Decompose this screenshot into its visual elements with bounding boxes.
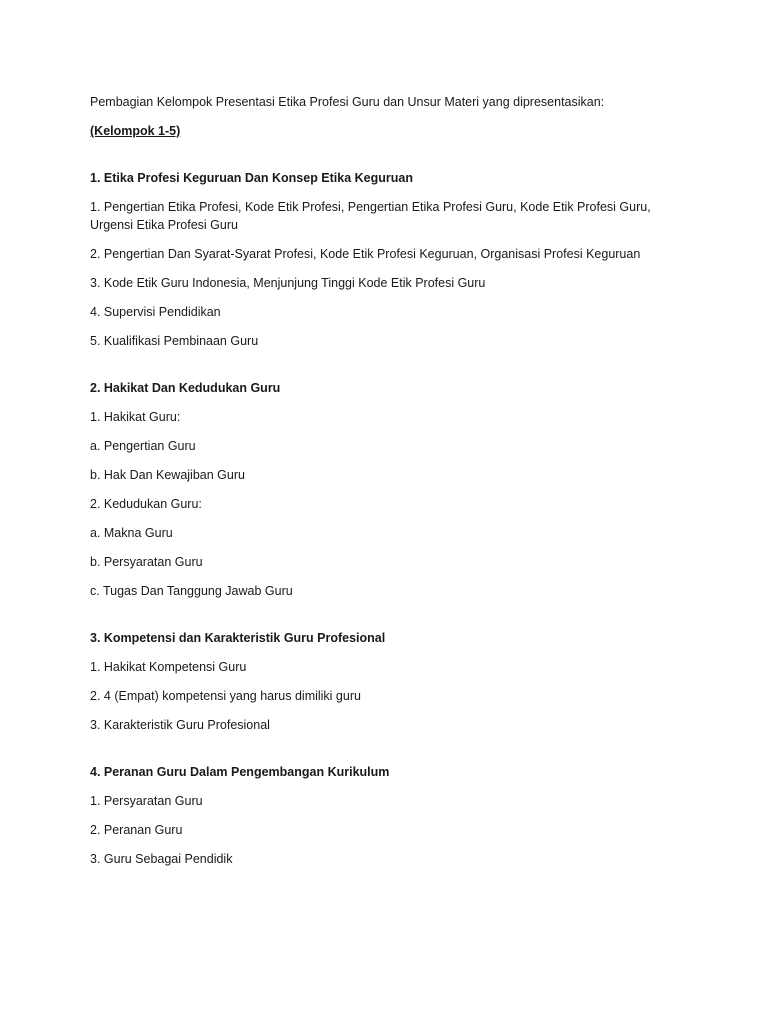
section-title: 4. Peranan Guru Dalam Pengembangan Kurikulum: [90, 765, 390, 779]
list-item: 2. 4 (Empat) kompetensi yang harus dimiliki guru: [90, 689, 361, 703]
document-heading: Pembagian Kelompok Presentasi Etika Profesi Guru dan Unsur Materi yang dipresentasikan:: [90, 95, 605, 109]
group-range-label: (Kelompok 1-5): [90, 124, 181, 138]
list-item: 1. Persyaratan Guru: [90, 794, 203, 808]
list-item: 4. Supervisi Pendidikan: [90, 305, 221, 319]
list-item: 3. Kode Etik Guru Indonesia, Menjunjung Tinggi Kode Etik Profesi Guru: [90, 276, 486, 290]
list-item: 1. Hakikat Kompetensi Guru: [90, 660, 247, 674]
list-item: 1. Pengertian Etika Profesi, Kode Etik Profesi, Pengertian Etika Profesi Guru, Kode Etik Profesi Guru, Urgensi Etika Profesi Guru: [90, 200, 651, 232]
list-item: b. Persyaratan Guru: [90, 555, 203, 569]
list-item: 5. Kualifikasi Pembinaan Guru: [90, 334, 259, 348]
list-item: a. Makna Guru: [90, 526, 173, 540]
list-item: 2. Kedudukan Guru:: [90, 497, 202, 511]
section-1: [90, 169, 690, 350]
list-item: 2. Pengertian Dan Syarat-Syarat Profesi, Kode Etik Profesi Keguruan, Organisasi Profesi Keguruan: [90, 247, 641, 261]
section-2: [90, 379, 690, 600]
section-title: 1. Etika Profesi Keguruan Dan Konsep Etika Keguruan: [90, 171, 413, 185]
document-body: [90, 93, 690, 879]
section-4: [90, 763, 690, 868]
list-item: 2. Peranan Guru: [90, 823, 183, 837]
section-title: 2. Hakikat Dan Kedudukan Guru: [90, 381, 281, 395]
list-item: b. Hak Dan Kewajiban Guru: [90, 468, 245, 482]
list-item: 1. Hakikat Guru:: [90, 410, 181, 424]
list-item: 3. Guru Sebagai Pendidik: [90, 852, 233, 866]
list-item: c. Tugas Dan Tanggung Jawab Guru: [90, 584, 293, 598]
section-3: [90, 629, 690, 734]
list-item: 3. Karakteristik Guru Profesional: [90, 718, 270, 732]
list-item: a. Pengertian Guru: [90, 439, 196, 453]
section-title: 3. Kompetensi dan Karakteristik Guru Profesional: [90, 631, 386, 645]
